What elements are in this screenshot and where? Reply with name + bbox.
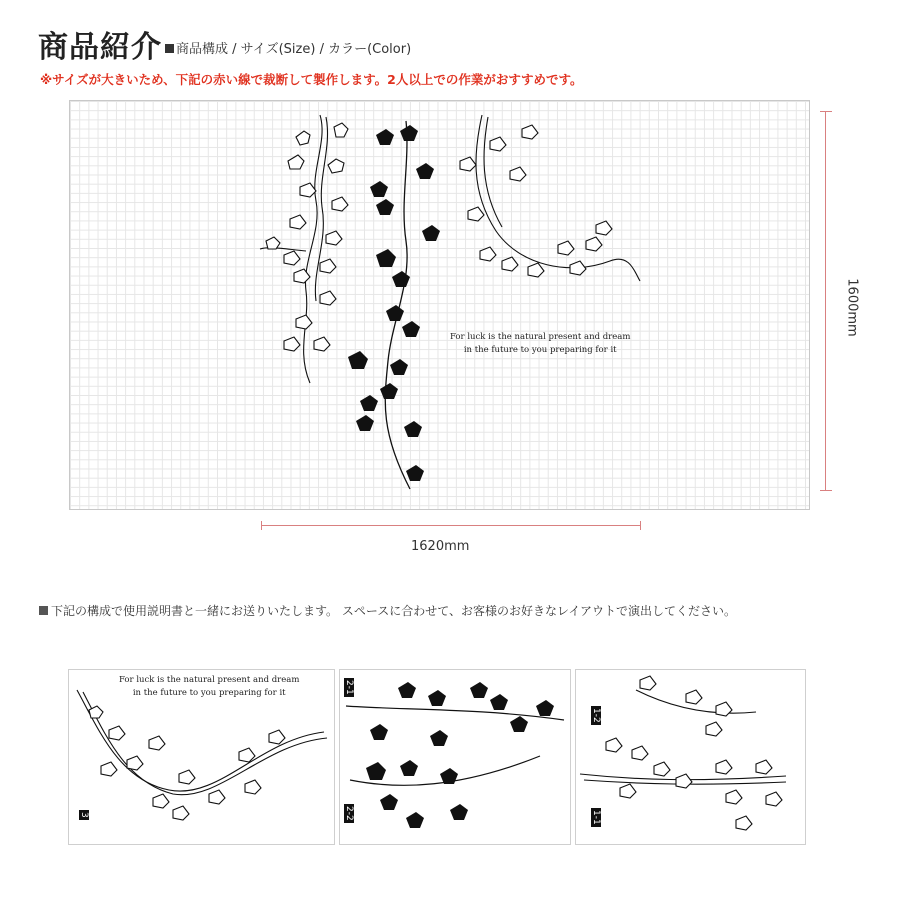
square-bullet-icon	[165, 44, 174, 53]
square-bullet-icon	[39, 606, 48, 615]
piece-3-vine	[69, 670, 334, 844]
width-dimension-line	[261, 521, 641, 529]
full-layout-preview	[69, 100, 810, 510]
sheet-piece-3	[68, 669, 335, 845]
piece-quote-line-1: For luck is the natural present and dream	[119, 675, 300, 685]
ivy-illustration	[70, 101, 809, 509]
quote-line-1: For luck is the natural present and dream	[450, 332, 631, 342]
outline-vine-right	[460, 115, 640, 281]
page-subtitle	[165, 38, 411, 57]
width-label: 1620mm	[411, 539, 470, 554]
piece-tag-1-2: 1-2	[591, 708, 601, 723]
piece-quote-line-2: in the future to you preparing for it	[132, 688, 286, 698]
piece-2-vine	[340, 670, 570, 844]
piece-tag-1-1: 1-1	[591, 810, 601, 825]
quote-text	[450, 331, 630, 357]
piece-1-vine	[576, 670, 805, 844]
description-text: 下記の構成で使用説明書と一緒にお送りいたします。 スペースに合わせて、お客様のお好きなレイアウトで演出してください。	[51, 604, 737, 618]
height-dimension-line	[820, 111, 832, 491]
piece-tag-2-2: 2-2	[344, 806, 354, 821]
sheet-piece-2	[339, 669, 571, 845]
page-title: 商品紹介	[38, 30, 162, 65]
piece-tag-3: 3	[79, 812, 89, 818]
cutting-warning: ※サイズが大きいため、下記の赤い線で裁断して製作します。2人以上での作業がおすすめです。	[40, 72, 583, 87]
quote-line-2: in the future to you preparing for it	[463, 345, 617, 355]
piece-tag-2-1: 2-1	[344, 680, 354, 695]
outline-vine-left	[260, 115, 348, 383]
sheet-piece-1	[575, 669, 806, 845]
silhouette-vine-center	[348, 121, 440, 489]
height-label: 1600mm	[844, 278, 860, 337]
contents-description	[39, 602, 736, 619]
subtitle-text: 商品構成 / サイズ(Size) / カラー(Color)	[176, 42, 412, 57]
